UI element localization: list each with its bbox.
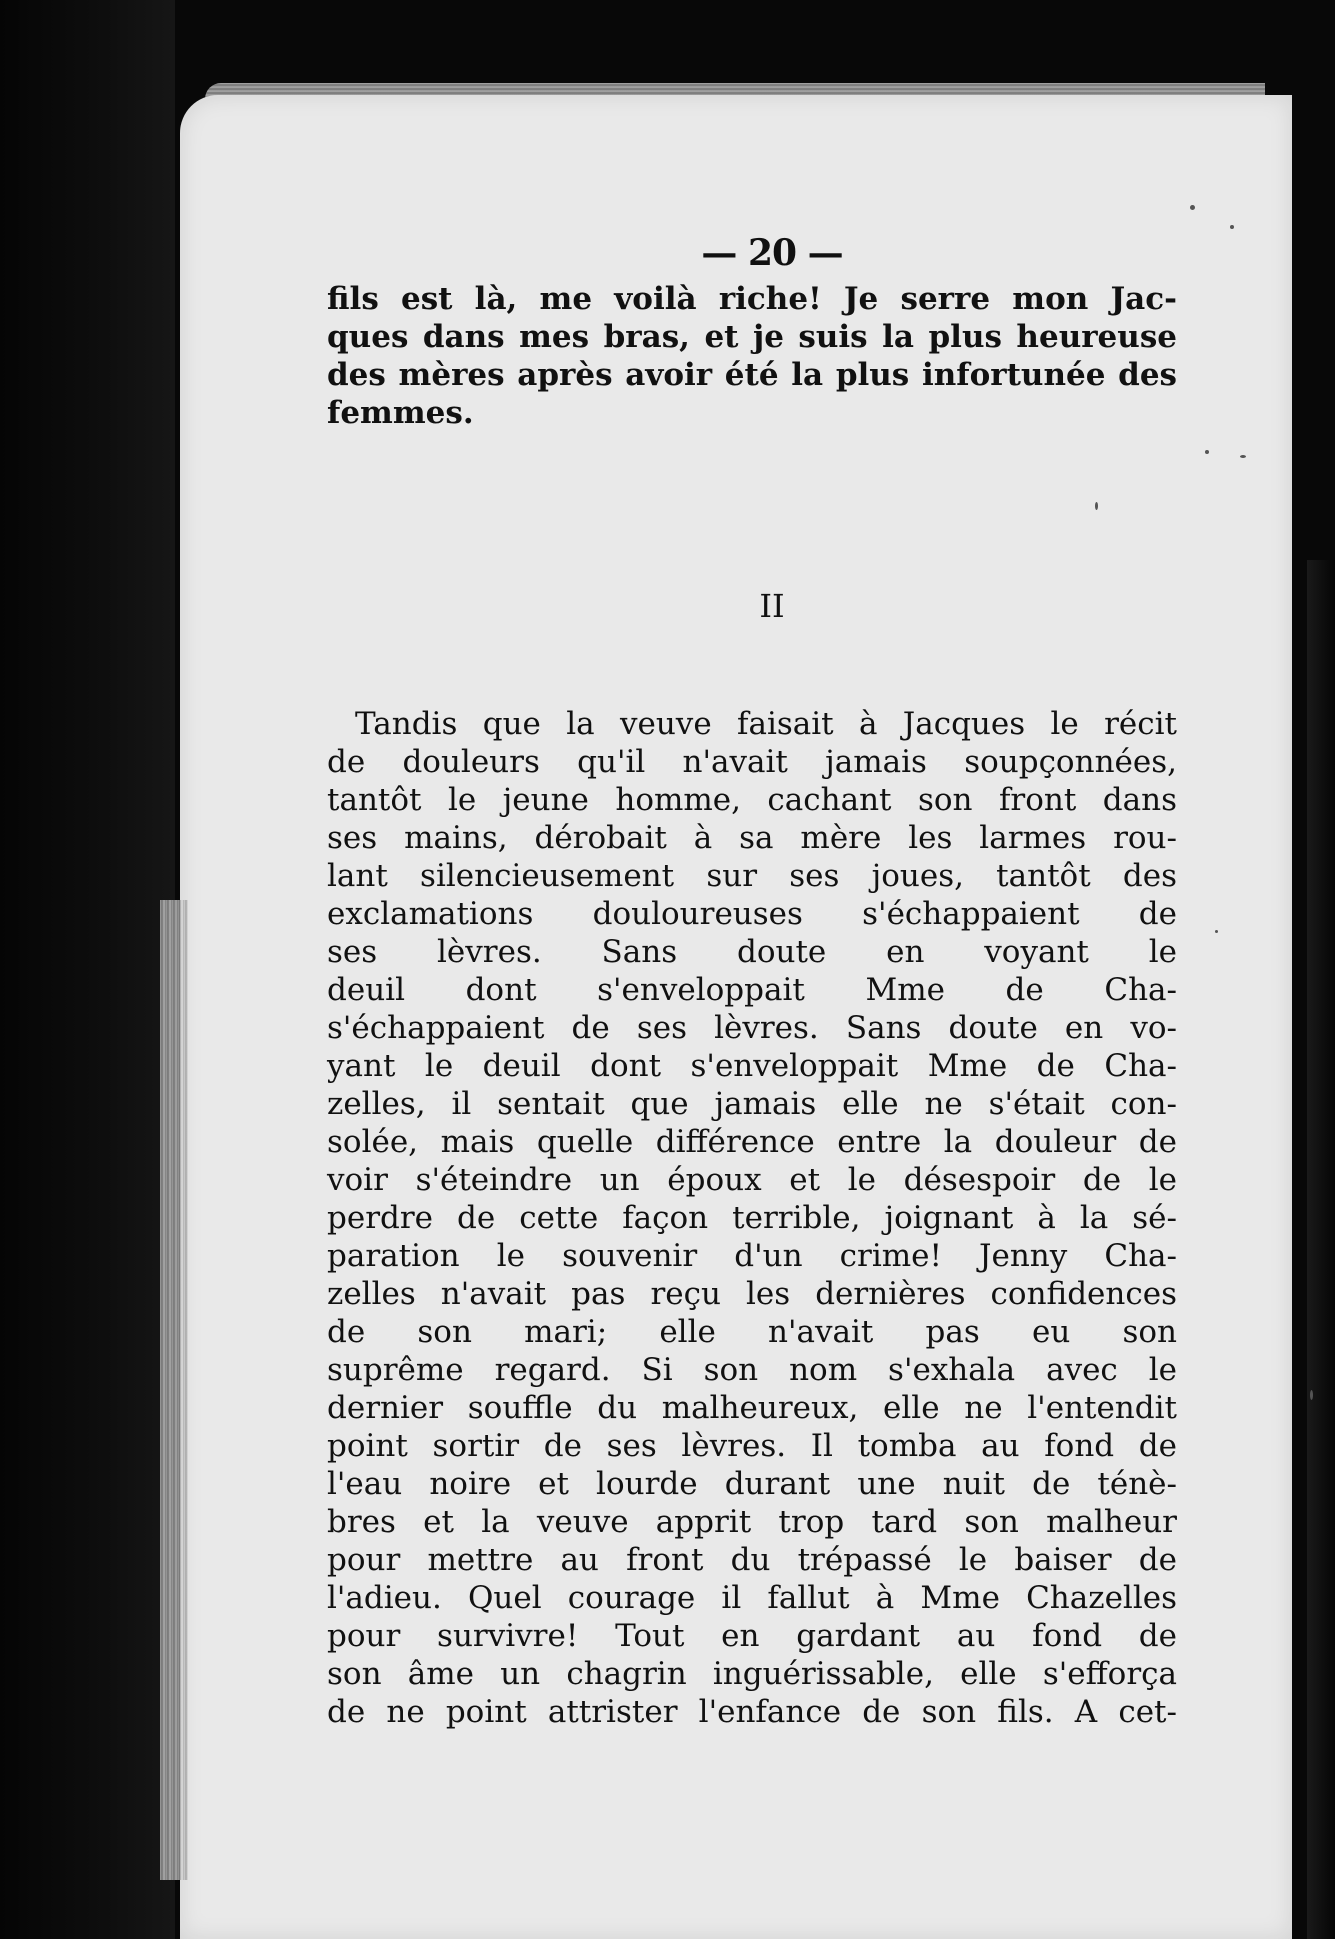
- text-line: pour survivre! Tout en gardant au fond de: [327, 1618, 1177, 1654]
- text-line: yant le deuil dont s'enveloppait Mme de Cha-: [327, 1048, 1177, 1084]
- text-line: l'eau noire et lourde durant une nuit de ténè-: [327, 1466, 1177, 1502]
- text-line: lant silencieusement sur ses joues, tantôt des: [327, 858, 1177, 894]
- text-line: fils est là, me voilà riche! Je serre mon Jac-: [327, 281, 1177, 317]
- text-line: exclamations douloureuses s'échappaient de: [327, 896, 1177, 932]
- page-number: — 20 —: [701, 232, 843, 274]
- text-line: suprême regard. Si son nom s'exhala avec le: [327, 1352, 1177, 1388]
- text-line: son âme un chagrin inguérissable, elle s'efforça: [327, 1656, 1177, 1692]
- page-text: [327, 232, 1177, 1731]
- text-line: Tandis que la veuve faisait à Jacques le récit: [355, 706, 1177, 742]
- book-edge-shadow: [0, 0, 175, 1939]
- text-line: perdre de cette façon terrible, joignant à la sé-: [327, 1200, 1177, 1236]
- text-line: des mères après avoir été la plus infortunée des: [327, 357, 1177, 393]
- text-line: paration le souvenir d'un crime! Jenny Cha-: [327, 1238, 1177, 1274]
- text-line: de son mari; elle n'avait pas eu son: [327, 1314, 1177, 1350]
- text-line: pour mettre au front du trépassé le baiser de: [327, 1542, 1177, 1578]
- text-line: bres et la veuve apprit trop tard son malheur: [327, 1504, 1177, 1540]
- text-line: voir s'éteindre un époux et le désespoir de le: [327, 1162, 1177, 1198]
- text-line: solée, mais quelle différence entre la douleur de: [327, 1124, 1177, 1160]
- text-line: point sortir de ses lèvres. Il tomba au fond de: [327, 1428, 1177, 1464]
- opening-paragraph: [327, 280, 1177, 432]
- text-line: dernier souffle du malheureux, elle ne l'entendit: [327, 1390, 1177, 1426]
- text-line: deuil dont s'enveloppait Mme de Cha-: [327, 972, 1177, 1008]
- text-line: zelles, il sentait que jamais elle ne s'était con-: [327, 1086, 1177, 1122]
- book-gutter: [1307, 560, 1335, 1939]
- text-line: ses mains, dérobait à sa mère les larmes rou-: [327, 820, 1177, 856]
- text-line: tantôt le jeune homme, cachant son front dans: [327, 782, 1177, 818]
- page-stack-left-edge: [160, 900, 188, 1880]
- text-line: femmes.: [327, 395, 474, 431]
- text-line: s'échappaient de ses lèvres. Sans doute en vo-: [327, 1010, 1177, 1046]
- text-line: de douleurs qu'il n'avait jamais soupçonnées,: [327, 744, 1177, 780]
- text-line: zelles n'avait pas reçu les dernières confidences: [327, 1276, 1177, 1312]
- text-line: l'adieu. Quel courage il fallut à Mme Chazelles: [327, 1580, 1177, 1616]
- text-line: ques dans mes bras, et je suis la plus heureuse: [327, 319, 1177, 355]
- text-line: ses lèvres. Sans doute en voyant le: [327, 934, 1177, 970]
- section-heading: II: [759, 587, 785, 625]
- text-line: de ne point attrister l'enfance de son fils. A cet-: [327, 1694, 1177, 1730]
- body-paragraph: [327, 705, 1177, 1731]
